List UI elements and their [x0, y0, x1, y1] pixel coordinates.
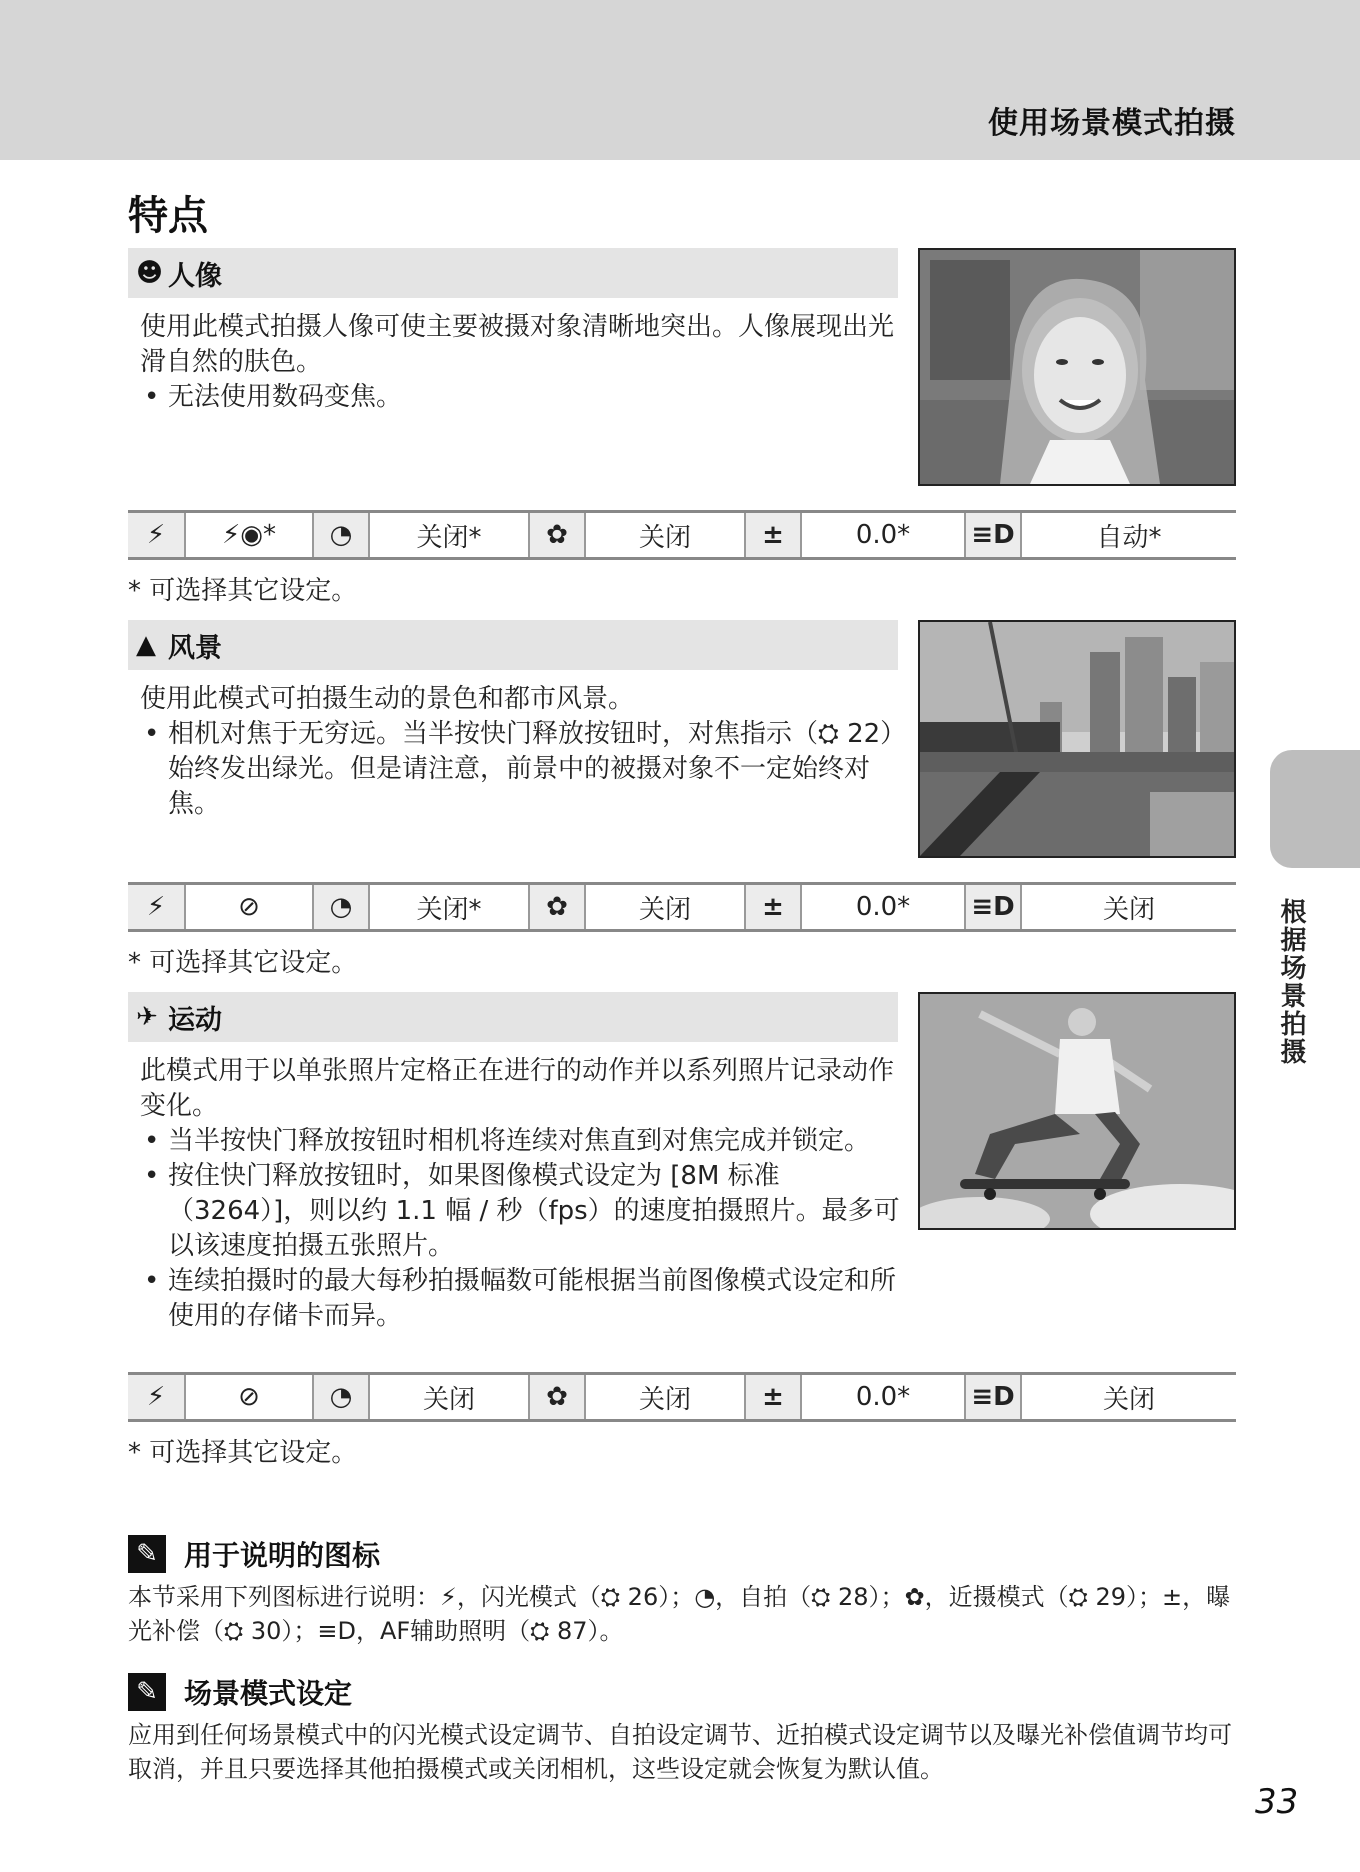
- macro-icon: ✿: [528, 885, 584, 929]
- af-assist-icon: ≡D: [964, 885, 1020, 929]
- section-header: [128, 248, 898, 298]
- section-paragraph: 此模式用于以单张照片定格正在进行的动作并以系列照片记录动作变化。: [140, 1056, 895, 1121]
- bullet-item: • 相机对焦于无穷远。当半按快门释放按钮时，对焦指示（⛭ 22）始终发出绿光。但是请注意，前景中的被摄对象不一定始终对焦。: [140, 717, 900, 822]
- section-title: 运动: [168, 1004, 222, 1036]
- self-timer-value: 关闭: [368, 1375, 528, 1419]
- note-title: [128, 1670, 1238, 1714]
- note-icons: [128, 1532, 1238, 1648]
- self-timer-icon: ◔: [312, 1375, 368, 1419]
- exposure-value: 0.0*: [800, 513, 964, 557]
- section-sports: [128, 992, 1236, 1472]
- section-title: 人像: [168, 260, 222, 292]
- page-heading: 特点: [128, 193, 208, 239]
- chapter-label: 根据场景拍摄: [1276, 898, 1306, 1066]
- bullet-item: • 按住快门释放按钮时，如果图像模式设定为 [8M 标准（3264）]，则以约 1.1 幅 / 秒（fps）的速度拍摄照片。最多可以该速度拍摄五张照片。: [140, 1159, 900, 1264]
- self-timer-icon: ◔: [312, 885, 368, 929]
- macro-icon: ✿: [528, 513, 584, 557]
- section-title: 风景: [168, 632, 222, 664]
- exposure-value: 0.0*: [800, 1375, 964, 1419]
- sports-photo: [918, 992, 1236, 1230]
- af-assist-value: 关闭: [1020, 885, 1236, 929]
- section-portrait: [128, 248, 1236, 608]
- footnote: * 可选择其它设定。: [128, 948, 358, 978]
- flash-value: ⊘: [184, 885, 312, 929]
- settings-table: [128, 510, 1236, 560]
- footnote: * 可选择其它设定。: [128, 576, 358, 606]
- af-assist-icon: ≡D: [964, 1375, 1020, 1419]
- pencil-icon: ✎: [128, 1673, 166, 1711]
- exposure-value: 0.0*: [800, 885, 964, 929]
- self-timer-value: 关闭*: [368, 513, 528, 557]
- macro-value: 关闭: [584, 885, 744, 929]
- note-text: 本节采用下列图标进行说明：⚡，闪光模式（⛭ 26）；◔，自拍（⛭ 28）；✿，近摄模式（⛭ 29）；±，曝光补偿（⛭ 30）；≡D，AF辅助照明（⛭ 87）。: [128, 1583, 1231, 1645]
- exposure-icon: ±: [744, 513, 800, 557]
- page-number: 33: [1255, 1782, 1299, 1822]
- flash-value: ⚡◉*: [184, 513, 312, 557]
- portrait-photo: [918, 248, 1236, 486]
- section-header: [128, 992, 898, 1042]
- flash-value: ⊘: [184, 1375, 312, 1419]
- settings-table: [128, 1372, 1236, 1422]
- pencil-icon: ✎: [128, 1535, 166, 1573]
- section-landscape: [128, 620, 1236, 980]
- flash-icon: ⚡: [128, 885, 184, 929]
- landscape-photo: [918, 620, 1236, 858]
- bullet-item: • 当半按快门释放按钮时相机将连续对焦直到对焦完成并锁定。: [140, 1124, 900, 1159]
- section-paragraph: 使用此模式可拍摄生动的景色和都市风景。: [140, 684, 635, 714]
- note-text: 应用到任何场景模式中的闪光模式设定调节、自拍设定调节、近拍模式设定调节以及曝光补偿值调节均可取消，并且只要选择其他拍摄模式或关闭相机，这些设定就会恢复为默认值。: [128, 1721, 1232, 1783]
- macro-value: 关闭: [584, 1375, 744, 1419]
- footnote: * 可选择其它设定。: [128, 1438, 358, 1468]
- section-body: [140, 682, 900, 822]
- flash-icon: ⚡: [128, 1375, 184, 1419]
- af-assist-value: 关闭: [1020, 1375, 1236, 1419]
- section-header: [128, 620, 898, 670]
- flash-icon: ⚡: [128, 513, 184, 557]
- self-timer-value: 关闭*: [368, 885, 528, 929]
- note-title-text: 用于说明的图标: [184, 1539, 381, 1572]
- macro-value: 关闭: [584, 513, 744, 557]
- exposure-icon: ±: [744, 1375, 800, 1419]
- section-body: [140, 1054, 900, 1334]
- af-assist-icon: ≡D: [964, 513, 1020, 557]
- section-paragraph: 使用此模式拍摄人像可使主要被摄对象清晰地突出。人像展现出光滑自然的肤色。: [140, 312, 895, 377]
- portrait-icon: ☻: [136, 258, 164, 288]
- self-timer-icon: ◔: [312, 513, 368, 557]
- chapter-tab: [1270, 750, 1360, 868]
- bullet-item: • 无法使用数码变焦。: [140, 380, 900, 415]
- section-body: [140, 310, 900, 415]
- macro-icon: ✿: [528, 1375, 584, 1419]
- sports-icon: ✈: [136, 1002, 158, 1032]
- settings-table: [128, 882, 1236, 932]
- note-scene-settings: [128, 1670, 1238, 1786]
- header-title: 使用场景模式拍摄: [988, 106, 1236, 141]
- af-assist-value: 自动*: [1020, 513, 1236, 557]
- note-title-text: 场景模式设定: [184, 1677, 353, 1710]
- exposure-icon: ±: [744, 885, 800, 929]
- bullet-item: • 连续拍摄时的最大每秒拍摄幅数可能根据当前图像模式设定和所使用的存储卡而异。: [140, 1264, 900, 1334]
- note-title: [128, 1532, 1238, 1576]
- landscape-icon: ▲: [136, 630, 156, 660]
